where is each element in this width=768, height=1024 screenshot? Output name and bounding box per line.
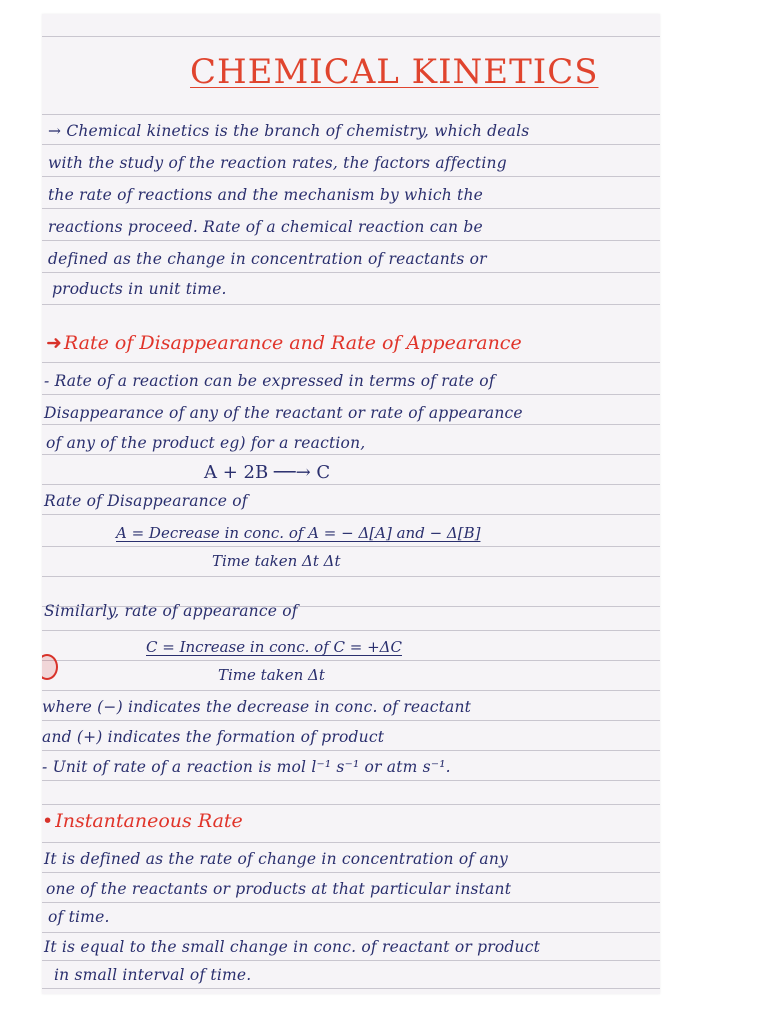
body-line: It is equal to the small change in conc. of reactant or product xyxy=(44,938,541,956)
body-line: Disappearance of any of the reactant or rate of appearance xyxy=(44,404,523,422)
ruled-line xyxy=(42,630,660,631)
section-heading-text: Rate of Disappearance and Rate of Appearance xyxy=(63,332,522,354)
body-line: It is defined as the rate of change in concentration of any xyxy=(44,850,509,868)
body-line: Rate of Disappearance of xyxy=(44,492,248,510)
ruled-line xyxy=(42,546,660,547)
ruled-line xyxy=(42,304,660,305)
appearance-formula: C = Increase in conc. of C = +ΔC xyxy=(146,638,402,656)
section-heading-text: Instantaneous Rate xyxy=(55,810,243,832)
ruled-line xyxy=(42,960,660,961)
body-line: where (−) indicates the decrease in conc. of reactant xyxy=(42,698,472,716)
body-line: of any of the product eg) for a reaction, xyxy=(46,434,366,452)
section-heading-instantaneous xyxy=(42,810,243,832)
ruled-line xyxy=(42,454,660,455)
intro-line: reactions proceed. Rate of a chemical reaction can be xyxy=(48,218,483,236)
ruled-line xyxy=(42,750,660,751)
arrow-icon: ➜ xyxy=(46,332,62,354)
body-line: Similarly, rate of appearance of xyxy=(44,602,298,620)
ruled-line xyxy=(42,660,660,661)
ruled-line xyxy=(42,988,660,989)
body-line: - Rate of a reaction can be expressed in terms of rate of xyxy=(44,372,495,390)
ruled-line xyxy=(42,176,660,177)
ruled-line xyxy=(42,576,660,577)
ruled-line xyxy=(42,690,660,691)
ruled-line xyxy=(42,842,660,843)
intro-line: → Chemical kinetics is the branch of chemistry, which deals xyxy=(48,122,530,140)
body-line: of time. xyxy=(48,908,110,926)
ruled-line xyxy=(42,394,660,395)
body-line: one of the reactants or products at that particular instant xyxy=(46,880,512,898)
ruled-line xyxy=(42,424,660,425)
body-line: - Unit of rate of a reaction is mol l⁻¹ s⁻¹ or atm s⁻¹. xyxy=(42,758,451,776)
body-line: and (+) indicates the formation of product xyxy=(42,728,385,746)
ruled-line xyxy=(42,720,660,721)
bullet-icon: • xyxy=(42,810,54,832)
ruled-line xyxy=(42,272,660,273)
body-line: in small interval of time. xyxy=(54,966,252,984)
notebook-page xyxy=(42,14,660,994)
disappearance-denominator: Time taken Δt Δt xyxy=(212,552,341,570)
ruled-line xyxy=(42,514,660,515)
reaction-equation: A + 2B ──→ C xyxy=(204,462,331,483)
ruled-line xyxy=(42,872,660,873)
intro-line: defined as the change in concentration of reactants or xyxy=(48,250,487,268)
intro-line: products in unit time. xyxy=(52,280,227,298)
disappearance-formula: A = Decrease in conc. of A = − Δ[A] and − Δ[B] xyxy=(116,524,481,542)
ruled-line xyxy=(42,114,660,115)
ruled-line xyxy=(42,208,660,209)
section-heading-rates xyxy=(46,332,522,354)
intro-line: the rate of reactions and the mechanism by which the xyxy=(48,186,484,204)
ruled-line xyxy=(42,902,660,903)
ruled-line xyxy=(42,36,660,37)
ruled-line xyxy=(42,780,660,781)
page-title: CHEMICAL KINETICS xyxy=(190,52,599,92)
ruled-line xyxy=(42,804,660,805)
appearance-denominator: Time taken Δt xyxy=(218,666,325,684)
ruled-line xyxy=(42,932,660,933)
ruled-line xyxy=(42,362,660,363)
highlight-mark-icon xyxy=(42,654,58,680)
ruled-line xyxy=(42,240,660,241)
ruled-line xyxy=(42,484,660,485)
ruled-line xyxy=(42,144,660,145)
intro-line: with the study of the reaction rates, the factors affecting xyxy=(48,154,507,172)
